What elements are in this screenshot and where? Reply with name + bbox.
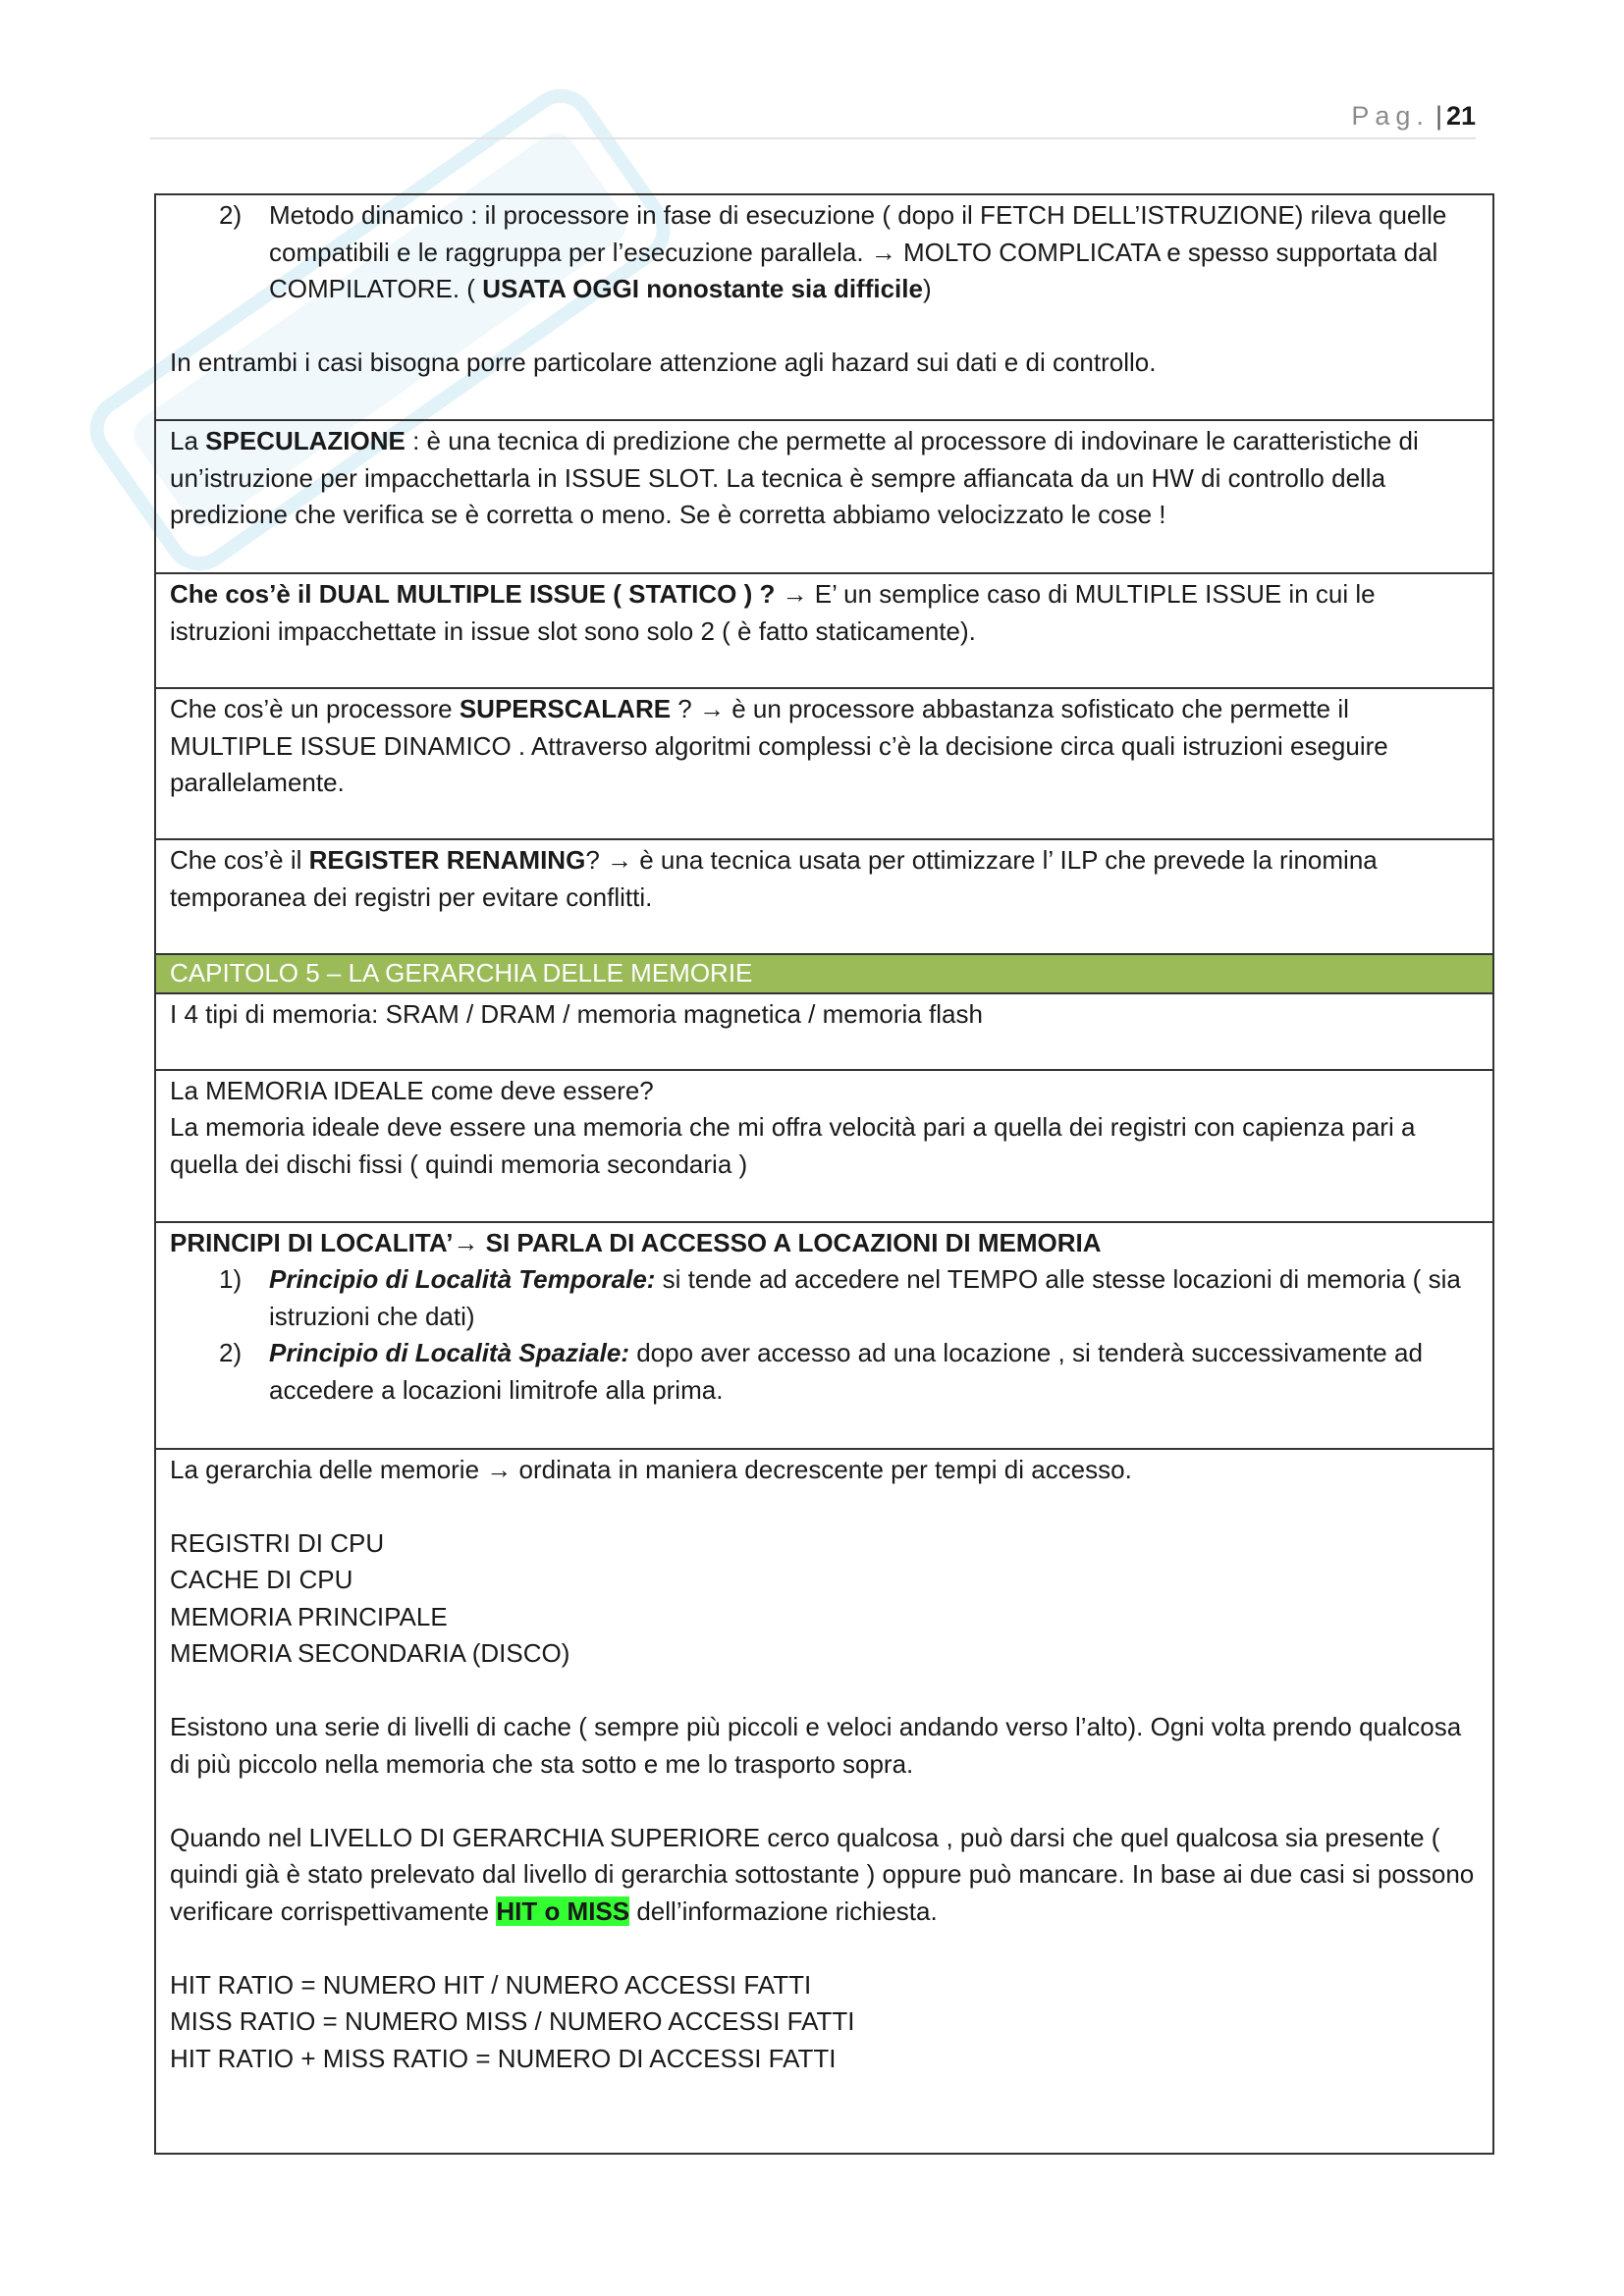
- page-label: Pag.: [1351, 101, 1430, 131]
- paragraph: [170, 576, 1479, 650]
- notes-table: [154, 193, 1494, 2155]
- item-label: Principio di Località Temporale:: [269, 1264, 656, 1294]
- table-row: [155, 420, 1493, 573]
- item-text: : il processore in fase di esecuzione ( dopo il FETCH DELL’ISTRUZIONE) rileva quelle compatibili e le raggruppa per l’esecuzione parallela. → MOLTO COMPLICATA e spesso supportata dal COMPILATORE. (: [269, 200, 1447, 303]
- text-span: : è una tecnica di predizione che permette al processore di indovinare le caratteristiche di un’istruzione per impacchettarla in ISSUE SLOT. La tecnica è sempre affiancata da un HW di controllo della predizione che verifica se è corretta o meno. Se è corretta abbiamo velocizzato le cose !: [170, 426, 1419, 529]
- paragraph: La gerarchia delle memorie → ordinata in maniera decrescente per tempi di accesso.: [170, 1454, 1132, 1484]
- formula: HIT RATIO + MISS RATIO = NUMERO DI ACCESSI FATTI: [170, 2043, 837, 2073]
- list-item: [170, 1261, 1479, 1335]
- page-number: 21: [1445, 101, 1476, 131]
- item-text: si tende ad accedere nel TEMPO alle stesse locazioni di memoria ( sia istruzioni che dati): [269, 1264, 1461, 1331]
- text-span: ? → è una tecnica usata per ottimizzare l’ ILP che prevede la rinomina temporanea dei registri per evitare conflitti.: [170, 845, 1378, 912]
- item-bold-text: USATA OGGI nonostante sia difficile: [482, 274, 923, 303]
- list-item: [170, 1335, 1479, 1409]
- text-span: Quando nel LIVELLO DI GERARCHIA SUPERIORE cerco qualcosa , può darsi che quel qualcosa sia presente ( quindi già è stato prelevato dal livello di gerarchia sottostante ) oppure può mancare. In base ai due casi si possono verificare corrispettivamente: [170, 1822, 1475, 1926]
- item-end: ): [922, 274, 932, 303]
- table-cell: [155, 1070, 1493, 1222]
- item-text: dopo aver accesso ad una locazione , si tenderà successivamente ad accedere a locazioni limitrofe alla prima.: [269, 1338, 1423, 1405]
- text-span: ? → è un processore abbastanza sofisticato che permette il MULTIPLE ISSUE DINAMICO . Attraverso algoritmi complessi c’è la decisione circa quali istruzioni eseguire parallelamente.: [170, 694, 1388, 797]
- table-cell: [155, 573, 1493, 688]
- formula: HIT RATIO = NUMERO HIT / NUMERO ACCESSI FATTI: [170, 1969, 812, 2000]
- formula: MISS RATIO = NUMERO MISS / NUMERO ACCESSI FATTI: [170, 2006, 855, 2036]
- table-row: [155, 573, 1493, 688]
- text-span: dell’informazione richiesta.: [629, 1896, 938, 1926]
- table-row: [155, 688, 1493, 839]
- text-span: La: [170, 426, 206, 455]
- text-span: Che cos’è il: [170, 845, 309, 875]
- hierarchy-level: CACHE DI CPU: [170, 1565, 353, 1594]
- table-cell: [155, 194, 1493, 420]
- table-row: [155, 1222, 1493, 1449]
- hierarchy-level: REGISTRI DI CPU: [170, 1527, 385, 1558]
- table-row: [155, 1070, 1493, 1222]
- table-cell: [155, 993, 1493, 1070]
- paragraph: [170, 423, 1479, 534]
- table-cell: [155, 1449, 1493, 2154]
- table-row: [155, 1449, 1493, 2154]
- answer: La memoria ideale deve essere una memoria che mi offra velocità pari a quella dei registri con capienza pari a quella dei dischi fissi ( quindi memoria secondaria ): [170, 1112, 1416, 1179]
- paragraph: [170, 842, 1479, 916]
- bold-term: Che cos’è il DUAL MULTIPLE ISSUE ( STATICO ) ? →: [170, 579, 808, 609]
- paragraph: [170, 691, 1479, 802]
- text-span: E’ un semplice caso di MULTIPLE ISSUE in cui le istruzioni impacchettate in issue slot sono solo 2 ( è fatto staticamente).: [170, 579, 1376, 646]
- paragraph: In entrambi i casi bisogna porre particolare attenzione agli hazard sui dati e di controllo.: [170, 347, 1157, 377]
- table-cell: [155, 688, 1493, 839]
- table-cell: [155, 839, 1493, 954]
- hierarchy-level: MEMORIA PRINCIPALE: [170, 1601, 448, 1631]
- table-row: [155, 839, 1493, 954]
- page-separator: |: [1435, 101, 1442, 131]
- section-title: [170, 1225, 1479, 1262]
- page-header: [150, 98, 1476, 139]
- list-number: 2): [219, 1338, 243, 1367]
- bold-term: SPECULAZIONE: [205, 426, 406, 455]
- bold-title: PRINCIPI DI LOCALITA’→ SI PARLA DI ACCESSO A LOCAZIONI DI MEMORIA: [170, 1227, 1102, 1257]
- bold-term: REGISTER RENAMING: [308, 845, 586, 875]
- list-item: [170, 197, 1479, 308]
- chapter-title: CAPITOLO 5 – LA GERARCHIA DELLE MEMORIE: [155, 954, 1493, 993]
- highlighted-term: HIT o MISS: [496, 1896, 630, 1926]
- list-number: 1): [219, 1264, 243, 1294]
- table-row: [155, 993, 1493, 1070]
- chapter-header-row: [155, 954, 1493, 993]
- text-span: Che cos’è un processore: [170, 694, 460, 723]
- paragraph: [170, 1820, 1479, 1931]
- table-cell: [155, 1222, 1493, 1449]
- hierarchy-level: MEMORIA SECONDARIA (DISCO): [170, 1638, 570, 1668]
- paragraph: I 4 tipi di memoria: SRAM / DRAM / memoria magnetica / memoria flash: [170, 998, 983, 1029]
- question: La MEMORIA IDEALE come deve essere?: [170, 1075, 654, 1105]
- item-label: Principio di Località Spaziale:: [269, 1338, 629, 1367]
- table-cell: [155, 420, 1493, 573]
- list-number: 2): [219, 200, 243, 230]
- paragraph: Esistono una serie di livelli di cache ( sempre più piccoli e veloci andando verso l’alto). Ogni volta prendo qualcosa di più piccolo nella memoria che sta sotto e me lo trasporto sopra.: [170, 1712, 1462, 1779]
- table-row: [155, 194, 1493, 420]
- item-heading: Metodo dinamico: [269, 200, 463, 230]
- bold-term: SUPERSCALARE: [459, 694, 672, 723]
- numbered-list: [170, 1261, 1479, 1409]
- page-number-label: [1351, 98, 1476, 133]
- numbered-list: [170, 197, 1479, 308]
